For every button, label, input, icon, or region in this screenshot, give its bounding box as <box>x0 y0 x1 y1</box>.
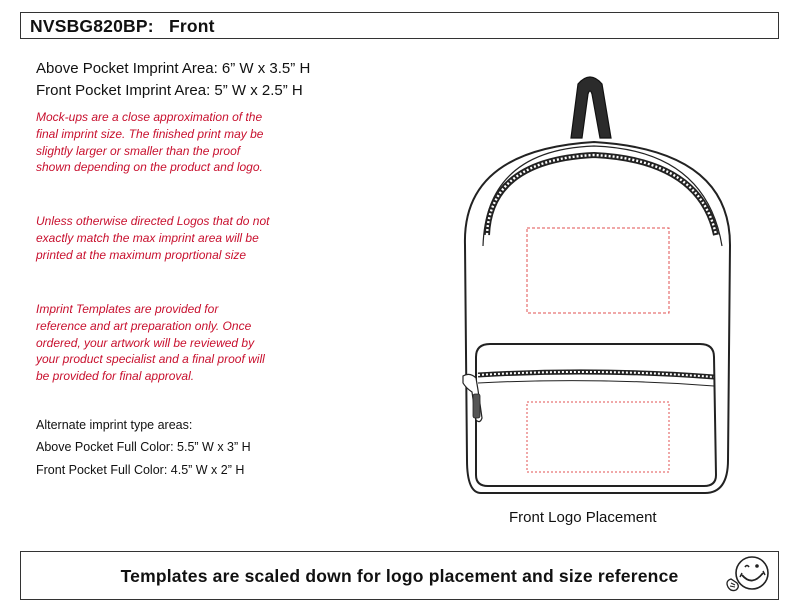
spec-front-pocket: Front Pocket Imprint Area: 5” W x 2.5” H <box>36 82 303 99</box>
smiley-icon <box>720 553 776 597</box>
spec-above-pocket: Above Pocket Imprint Area: 6” W x 3.5” H <box>36 60 311 77</box>
page-title: NVSBG820BP: Front <box>30 16 215 36</box>
footer-box <box>20 551 779 600</box>
alternate-heading: Alternate imprint type areas: <box>36 418 193 432</box>
alternate-front-pocket: Front Pocket Full Color: 4.5” W x 2” H <box>36 463 245 477</box>
alternate-above-pocket: Above Pocket Full Color: 5.5” W x 3” H <box>36 440 251 454</box>
backpack-handle <box>571 77 611 138</box>
caption-front-logo-placement: Front Logo Placement <box>509 509 657 526</box>
footer-note: Templates are scaled down for logo placement and size reference <box>120 566 679 586</box>
backpack-illustration <box>455 68 735 508</box>
header-box <box>20 12 779 39</box>
note-templates: Imprint Templates are provided for reference and art preparation only. Once ordered, your artwork will be reviewed by your product specialist and a final proof will be provided for final approval. <box>36 302 265 384</box>
note-mockup: Mock-ups are a close approximation of the final imprint size. The finished print may be slightly larger or smaller than the proof shown depending on the product and logo. <box>36 110 264 175</box>
note-logo-size: Unless otherwise directed Logos that do not exactly match the max imprint area will be printed at the maximum proprtional size <box>36 214 270 262</box>
front-pocket <box>476 344 716 486</box>
